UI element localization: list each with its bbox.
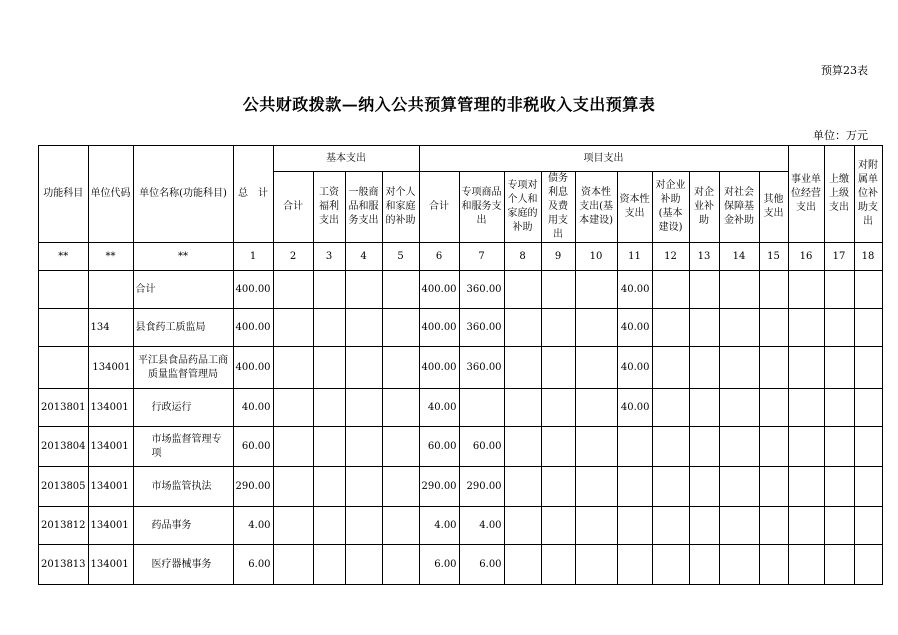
project-cell	[504, 271, 541, 309]
header-project-goods-services: 专项商品和服务支出	[459, 172, 504, 243]
basic-cell	[382, 309, 419, 347]
column-index-cell: 8	[504, 243, 541, 271]
basic-cell	[345, 271, 382, 309]
other-cell	[824, 427, 854, 467]
project-cell	[759, 309, 788, 347]
basic-cell	[313, 427, 345, 467]
header-basic-personal-subsidy: 对个人和家庭的补助	[382, 172, 419, 243]
basic-cell	[345, 545, 382, 585]
other-cell	[788, 347, 824, 389]
other-cell	[788, 271, 824, 309]
header-project-social-security: 对社会保障基金补助	[719, 172, 759, 243]
basic-cell	[382, 347, 419, 389]
project-cell	[504, 389, 541, 427]
project-cell	[575, 427, 617, 467]
header-project-capital-construction: 资本性支出(基本建设)	[575, 172, 617, 243]
project-cell	[575, 545, 617, 585]
basic-cell	[273, 467, 313, 507]
project-cell	[504, 545, 541, 585]
project-cell	[759, 427, 788, 467]
project-total-cell: 6.00	[419, 545, 459, 585]
project-cell	[504, 427, 541, 467]
project-cell	[575, 271, 617, 309]
project-goods-cell: 290.00	[459, 467, 504, 507]
unit-name-cell: 合计	[133, 271, 233, 309]
project-cell	[652, 389, 689, 427]
project-cell	[575, 347, 617, 389]
project-goods-cell	[459, 389, 504, 427]
column-index-cell: 2	[273, 243, 313, 271]
project-cell	[759, 389, 788, 427]
column-index-cell: 3	[313, 243, 345, 271]
other-cell	[854, 347, 882, 389]
project-cell	[541, 427, 575, 467]
basic-cell	[273, 507, 313, 545]
project-cell	[541, 271, 575, 309]
other-cell	[824, 467, 854, 507]
header-project-capital: 资本性支出	[617, 172, 652, 243]
project-cell	[719, 309, 759, 347]
header-project-enterprise-construction: 对企业补助(基本建设)	[652, 172, 689, 243]
basic-cell	[273, 427, 313, 467]
table-row	[39, 347, 883, 389]
header-basic-total: 合计	[273, 172, 313, 243]
other-cell	[824, 389, 854, 427]
project-cell	[759, 507, 788, 545]
unit-name-cell: 市场监督管理专项	[133, 427, 233, 467]
project-cell	[541, 507, 575, 545]
table-row	[39, 427, 883, 467]
other-cell	[854, 271, 882, 309]
unit-name-cell: 平江县食品药品工商质量监督管理局	[133, 347, 233, 389]
budget-table	[38, 145, 883, 585]
basic-cell	[382, 389, 419, 427]
other-cell	[824, 271, 854, 309]
other-cell	[788, 309, 824, 347]
table-row	[39, 389, 883, 427]
project-cell	[541, 389, 575, 427]
basic-cell	[382, 271, 419, 309]
project-cell	[759, 467, 788, 507]
basic-cell	[345, 389, 382, 427]
total-cell: 400.00	[233, 347, 273, 389]
total-cell: 290.00	[233, 467, 273, 507]
total-cell: 400.00	[233, 271, 273, 309]
column-index-cell: 14	[719, 243, 759, 271]
header-basic-goods-services: 一般商品和服务支出	[345, 172, 382, 243]
total-cell: 40.00	[233, 389, 273, 427]
header-unit-code: 单位代码	[88, 146, 133, 243]
project-capital-cell: 40.00	[617, 271, 652, 309]
project-cell	[759, 347, 788, 389]
header-project-total: 合计	[419, 172, 459, 243]
func-code-cell	[39, 271, 89, 309]
other-cell	[788, 545, 824, 585]
column-index-cell: 6	[419, 243, 459, 271]
basic-cell	[382, 467, 419, 507]
unit-name-cell: 医疗器械事务	[133, 545, 233, 585]
project-cell	[652, 271, 689, 309]
basic-cell	[273, 309, 313, 347]
other-cell	[788, 467, 824, 507]
basic-cell	[345, 309, 382, 347]
project-cell	[689, 389, 719, 427]
basic-cell	[273, 545, 313, 585]
project-goods-cell: 4.00	[459, 507, 504, 545]
project-total-cell: 40.00	[419, 389, 459, 427]
project-total-cell: 4.00	[419, 507, 459, 545]
project-goods-cell: 6.00	[459, 545, 504, 585]
project-cell	[689, 427, 719, 467]
project-cell	[689, 347, 719, 389]
unit-code-cell: 134001	[88, 507, 133, 545]
project-cell	[652, 545, 689, 585]
other-cell	[854, 507, 882, 545]
other-cell	[788, 507, 824, 545]
project-cell	[504, 347, 541, 389]
project-capital-cell	[617, 545, 652, 585]
basic-cell	[313, 545, 345, 585]
unit-label: 单位：万元	[813, 129, 868, 142]
header-total: 总 计	[233, 146, 273, 243]
project-cell	[719, 271, 759, 309]
unit-code-cell: 134001	[88, 427, 133, 467]
unit-code-cell: 134001	[88, 347, 133, 389]
total-cell: 4.00	[233, 507, 273, 545]
basic-cell	[313, 309, 345, 347]
project-cell	[504, 467, 541, 507]
project-cell	[541, 467, 575, 507]
project-cell	[541, 545, 575, 585]
other-cell	[824, 309, 854, 347]
header-unit-name: 单位名称(功能科目)	[133, 146, 233, 243]
project-total-cell: 290.00	[419, 467, 459, 507]
column-index-cell: 13	[689, 243, 719, 271]
unit-code-cell: 134	[88, 309, 133, 347]
project-cell	[541, 347, 575, 389]
project-goods-cell: 360.00	[459, 271, 504, 309]
other-cell	[824, 507, 854, 545]
header-subsidiary-subsidy: 对附属单位补助支出	[854, 146, 882, 243]
column-index-cell: **	[39, 243, 89, 271]
column-index-row	[39, 243, 883, 271]
project-cell	[689, 467, 719, 507]
column-index-cell: **	[88, 243, 133, 271]
func-code-cell: 2013805	[39, 467, 89, 507]
project-total-cell: 400.00	[419, 271, 459, 309]
project-cell	[689, 507, 719, 545]
project-goods-cell: 360.00	[459, 309, 504, 347]
table-number-label: 预算23表	[821, 64, 868, 77]
column-index-cell: 17	[824, 243, 854, 271]
header-func-code: 功能科目	[39, 146, 89, 243]
project-cell	[541, 309, 575, 347]
project-cell	[652, 427, 689, 467]
header-row-group	[39, 146, 883, 172]
column-index-cell: 4	[345, 243, 382, 271]
project-cell	[689, 309, 719, 347]
basic-cell	[313, 389, 345, 427]
table-row	[39, 545, 883, 585]
column-index-cell: 15	[759, 243, 788, 271]
basic-cell	[313, 507, 345, 545]
project-cell	[652, 309, 689, 347]
project-capital-cell	[617, 427, 652, 467]
table-row	[39, 467, 883, 507]
project-goods-cell: 60.00	[459, 427, 504, 467]
func-code-cell	[39, 309, 89, 347]
column-index-cell: 9	[541, 243, 575, 271]
other-cell	[854, 427, 882, 467]
header-basic-wages: 工资福利支出	[313, 172, 345, 243]
header-basic-expenditure: 基本支出	[273, 146, 419, 172]
basic-cell	[313, 271, 345, 309]
table-row	[39, 309, 883, 347]
table-row	[39, 507, 883, 545]
project-cell	[719, 507, 759, 545]
unit-name-cell: 行政运行	[133, 389, 233, 427]
basic-cell	[273, 271, 313, 309]
project-cell	[759, 271, 788, 309]
project-cell	[689, 545, 719, 585]
project-capital-cell: 40.00	[617, 389, 652, 427]
header-project-enterprise-subsidy: 对企业补助	[689, 172, 719, 243]
other-cell	[788, 389, 824, 427]
project-cell	[504, 507, 541, 545]
unit-name-cell: 县食药工质监局	[133, 309, 233, 347]
project-cell	[759, 545, 788, 585]
project-cell	[504, 309, 541, 347]
basic-cell	[382, 427, 419, 467]
func-code-cell: 2013813	[39, 545, 89, 585]
other-cell	[854, 389, 882, 427]
unit-name-cell: 药品事务	[133, 507, 233, 545]
func-code-cell: 2013812	[39, 507, 89, 545]
unit-code-cell	[88, 271, 133, 309]
project-cell	[575, 309, 617, 347]
project-cell	[719, 347, 759, 389]
unit-code-cell: 134001	[88, 389, 133, 427]
basic-cell	[273, 389, 313, 427]
basic-cell	[345, 347, 382, 389]
column-index-cell: 1	[233, 243, 273, 271]
basic-cell	[345, 467, 382, 507]
project-capital-cell	[617, 467, 652, 507]
basic-cell	[313, 347, 345, 389]
project-cell	[652, 467, 689, 507]
header-project-other: 其他支出	[759, 172, 788, 243]
header-project-debt-interest: 债务利息及费用支出	[541, 172, 575, 243]
unit-code-cell: 134001	[88, 545, 133, 585]
column-index-cell: 7	[459, 243, 504, 271]
column-index-cell: 5	[382, 243, 419, 271]
total-cell: 60.00	[233, 427, 273, 467]
project-capital-cell	[617, 507, 652, 545]
project-capital-cell: 40.00	[617, 347, 652, 389]
project-goods-cell: 360.00	[459, 347, 504, 389]
column-index-cell: 16	[788, 243, 824, 271]
basic-cell	[382, 507, 419, 545]
basic-cell	[345, 507, 382, 545]
func-code-cell: 2013804	[39, 427, 89, 467]
column-index-cell: **	[133, 243, 233, 271]
header-project-expenditure: 项目支出	[419, 146, 788, 172]
other-cell	[824, 347, 854, 389]
project-capital-cell: 40.00	[617, 309, 652, 347]
project-cell	[719, 389, 759, 427]
basic-cell	[273, 347, 313, 389]
project-total-cell: 400.00	[419, 347, 459, 389]
project-cell	[575, 389, 617, 427]
unit-code-cell: 134001	[88, 467, 133, 507]
other-cell	[788, 427, 824, 467]
project-cell	[719, 467, 759, 507]
func-code-cell	[39, 347, 89, 389]
project-cell	[652, 507, 689, 545]
project-total-cell: 60.00	[419, 427, 459, 467]
project-cell	[575, 507, 617, 545]
header-business-expenditure: 事业单位经营支出	[788, 146, 824, 243]
column-index-cell: 18	[854, 243, 882, 271]
other-cell	[854, 309, 882, 347]
basic-cell	[313, 467, 345, 507]
other-cell	[854, 467, 882, 507]
table-row	[39, 271, 883, 309]
basic-cell	[345, 427, 382, 467]
project-cell	[575, 467, 617, 507]
column-index-cell: 10	[575, 243, 617, 271]
total-cell: 6.00	[233, 545, 273, 585]
header-upper-payment: 上缴上级支出	[824, 146, 854, 243]
project-cell	[719, 545, 759, 585]
total-cell: 400.00	[233, 309, 273, 347]
project-cell	[719, 427, 759, 467]
basic-cell	[382, 545, 419, 585]
column-index-cell: 11	[617, 243, 652, 271]
header-project-personal-subsidy: 专项对个人和家庭的补助	[504, 172, 541, 243]
project-cell	[652, 347, 689, 389]
project-cell	[689, 271, 719, 309]
func-code-cell: 2013801	[39, 389, 89, 427]
unit-name-cell: 市场监管执法	[133, 467, 233, 507]
other-cell	[854, 545, 882, 585]
project-total-cell: 400.00	[419, 309, 459, 347]
page-title: 公共财政拨款—纳入公共预算管理的非税收入支出预算表	[242, 95, 656, 114]
other-cell	[824, 545, 854, 585]
column-index-cell: 12	[652, 243, 689, 271]
